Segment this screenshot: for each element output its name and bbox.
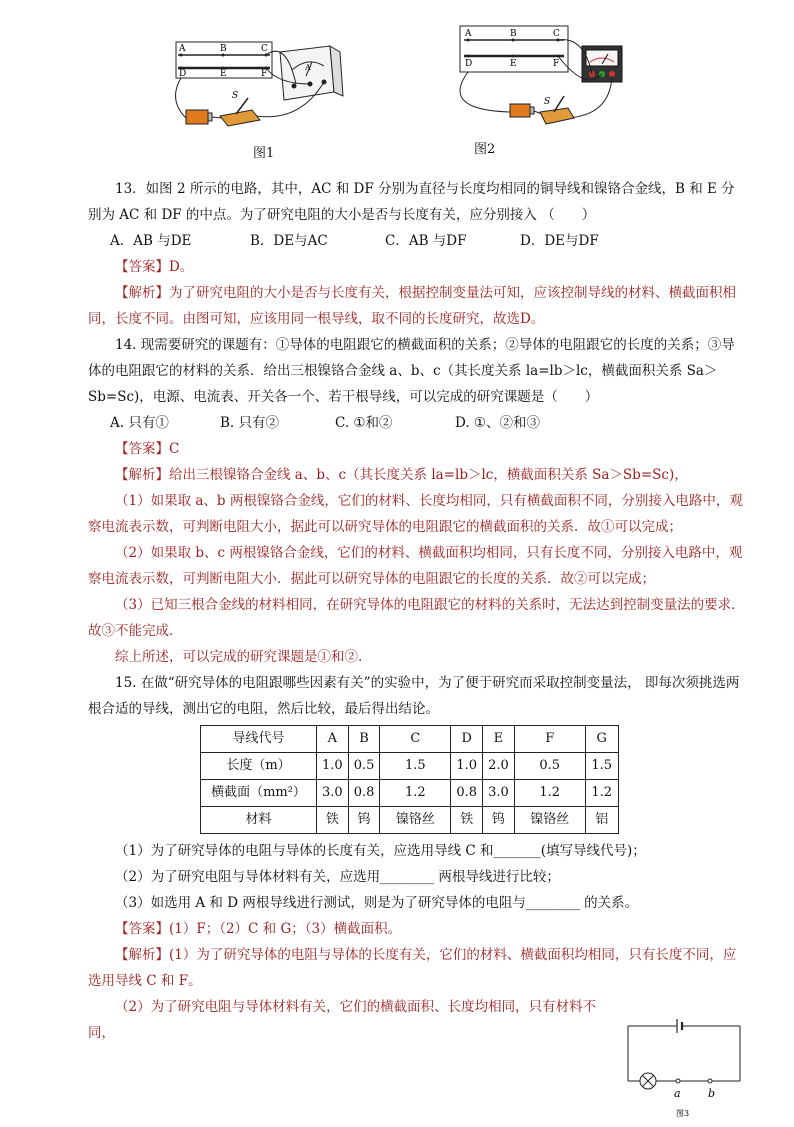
q14-option-b: B. 只有② <box>220 415 280 431</box>
q14-analysis-3: （3）已知三根合金线的材料相同，在研究导体的电阻跟它的材料的关系时，无法达到控制变量法的要求．故③不能完成． <box>88 597 745 639</box>
q13-options <box>88 228 748 254</box>
figure-3-circuit <box>620 1016 750 1123</box>
figures-row <box>0 0 794 165</box>
figure-3-caption: 图3 <box>676 1109 690 1118</box>
table-cell: 0.5 <box>514 753 585 780</box>
table-cell: 钨 <box>348 807 380 834</box>
fig1-point-c: C <box>261 44 268 54</box>
table-cell: 镍铬丝 <box>380 807 451 834</box>
table-header-row <box>201 726 619 753</box>
table-cell: 铁 <box>317 807 349 834</box>
fig2-point-a: A <box>465 29 472 39</box>
table-cell: B <box>348 726 380 753</box>
fig1-point-e: E <box>220 69 227 79</box>
q14-options <box>88 410 748 436</box>
fig1-point-d: D <box>179 69 187 79</box>
table-cell: 3.0 <box>483 780 515 807</box>
table-cell: 钨 <box>483 807 515 834</box>
table-cell: 铝 <box>585 807 618 834</box>
table-cell: 1.5 <box>585 753 618 780</box>
table-row <box>201 753 619 780</box>
fig2-point-d: D <box>465 59 473 69</box>
figure-3 <box>620 1016 750 1123</box>
table-cell: 横截面（mm²） <box>201 780 317 807</box>
table-cell: 材料 <box>201 807 317 834</box>
q14-option-c: C. ①和② <box>335 415 393 431</box>
fig1-ammeter-icon <box>280 46 343 100</box>
circuit-figures <box>0 0 794 165</box>
fig2-battery-icon <box>510 104 534 117</box>
fig2-switch-icon <box>540 96 574 124</box>
table-cell: 0.8 <box>348 780 380 807</box>
q13-option-d: D．DE与DF <box>520 233 599 249</box>
table-cell: 1.2 <box>585 780 618 807</box>
q14-option-a: A. 只有① <box>110 415 169 431</box>
q14-answer: 【答案】C <box>115 441 180 457</box>
figure-2-diagram <box>460 26 622 124</box>
q15-stem: 15. 在做“研究导体的电阻跟哪些因素有关”的实验中，为了便于研究而采取控制变量法， 即每次须挑选两根合适的导线，测出它的电阻，然后比较，最后得出结论。 <box>88 675 740 717</box>
table-cell: F <box>514 726 585 753</box>
q14-analysis-1: （1）如果取 a、b 两根镍铬合金线，它们的材料、长度均相同，只有横截面积不同，分别接入电路中，观察电流表示数，可判断电阻大小，据此可以研究导体的电阻跟它的横截面积的关系．故①可以完成； <box>88 493 743 535</box>
fig2-switch-label: S <box>544 97 551 107</box>
table-cell: 1.5 <box>380 753 451 780</box>
table-cell: 1.2 <box>514 780 585 807</box>
fig2-meter-icon <box>582 46 622 82</box>
wire-table <box>200 725 619 834</box>
table-cell: 0.8 <box>451 780 483 807</box>
fig1-switch-icon <box>220 91 260 126</box>
figure-2-caption: 图2 <box>474 142 496 157</box>
fig1-point-a: A <box>179 44 186 54</box>
q14-option-d: D. ①、②和③ <box>455 415 541 431</box>
q14-summary: 综上所述，可以完成的研究课题是①和②. <box>115 649 363 665</box>
q13-option-c: C．AB 与DF <box>385 233 467 249</box>
fig2-point-b: B <box>510 29 517 39</box>
figure-1-caption: 图1 <box>253 146 275 161</box>
table-row <box>201 780 619 807</box>
q15-analysis-2: （2）为了研究电阻与导体材料有关，它们的横截面积、长度均相同，只有材料不同， <box>88 999 597 1041</box>
table-cell: D <box>451 726 483 753</box>
fig2-point-e: E <box>510 59 517 69</box>
table-cell: 1.0 <box>317 753 349 780</box>
fig1-point-f: F <box>261 69 268 79</box>
q13-analysis: 【解析】为了研究电阻的大小是否与长度有关，根据控制变量法可知，应该控制导线的材料、横截面积相同，长度不同。由图可知，应该用同一根导线，取不同的长度研究，故选D。 <box>88 285 736 327</box>
fig1-point-b: B <box>220 44 227 54</box>
table-cell: 长度（m） <box>201 753 317 780</box>
q15-analysis-1: 【解析】(1）为了研究导体的电阻与导体的长度有关，它们的材料、横截面积均相同，只有长度不同，应选用导线 C 和 F。 <box>88 947 737 989</box>
fig1-switch-label: S <box>232 91 239 101</box>
q14-analysis-2: （2）如果取 b、c 两根镍铬合金线，它们的材料、横截面积均相同，只有长度不同，分别接入电路中，观察电流表示数，可判断电阻大小．据此可以研究导体的电阻跟它的长度的关系．故②可以完成； <box>88 545 743 587</box>
table-cell: E <box>483 726 515 753</box>
table-row <box>201 807 619 834</box>
fig3-point-a: a <box>674 1087 681 1100</box>
document-content <box>88 176 748 1046</box>
lamp-icon <box>640 1073 656 1089</box>
fig1-meter-label: A <box>305 63 311 72</box>
q13-option-b: B．DE与AC <box>250 233 328 249</box>
q15-sub-1: （1）为了研究导体的电阻与导体的长度有关，应选用导线 C 和_______(填写导线代号)； <box>115 843 646 859</box>
table-cell: 2.0 <box>483 753 515 780</box>
q13-option-a: A．AB 与DE <box>110 233 192 249</box>
table-cell: 镍铬丝 <box>514 807 585 834</box>
q14-stem: 14. 现需要研究的课题有：①导体的电阻跟它的横截面积的关系；②导体的电阻跟它的长度的关系；③导体的电阻跟它的材料的关系．给出三根镍铬合金线 a、b、c（其长度关系 la=lb＞lc，横截面积关系 Sa＞Sb=Sc)，电源、电流表、开关各一个、若干根导线，可以完成的研究课题是（ ） <box>88 337 735 405</box>
table-cell: C <box>380 726 451 753</box>
table-cell: A <box>317 726 349 753</box>
table-cell: 1.2 <box>380 780 451 807</box>
fig2-point-c: C <box>553 29 560 39</box>
fig3-point-b: b <box>708 1087 716 1100</box>
table-cell: 铁 <box>451 807 483 834</box>
table-cell: 3.0 <box>317 780 349 807</box>
table-cell: 0.5 <box>348 753 380 780</box>
table-cell: 导线代号 <box>201 726 317 753</box>
figure-1-diagram <box>176 42 343 126</box>
q13-answer: 【答案】D。 <box>115 259 194 275</box>
fig2-point-f: F <box>553 59 560 69</box>
table-cell: G <box>585 726 618 753</box>
table-cell: 1.0 <box>451 753 483 780</box>
q15-answer: 【答案】(1）F；（2）C 和 G；（3）横截面积。 <box>115 921 402 937</box>
q14-analysis-intro: 【解析】给出三根镍铬合金线 a、b、c（其长度关系 la=lb＞lc，横截面积关系 Sa＞Sb=Sc)， <box>115 467 688 483</box>
q13-stem: 13．如图 2 所示的电路，其中，AC 和 DF 分别为直径与长度均相同的铜导线和镍铬合金线，B 和 E 分别为 AC 和 DF 的中点。为了研究电阻的大小是否与长度有关，应分别接入 （ ） <box>88 181 735 223</box>
fig1-battery-icon <box>186 110 212 124</box>
q15-sub-2: （2）为了研究电阻与导体材料有关，应选用________ 两根导线进行比较； <box>115 869 560 885</box>
q15-sub-3: （3）如选用 A 和 D 两根导线进行测试，则是为了研究导体的电阻与________ 的关系。 <box>115 895 639 911</box>
